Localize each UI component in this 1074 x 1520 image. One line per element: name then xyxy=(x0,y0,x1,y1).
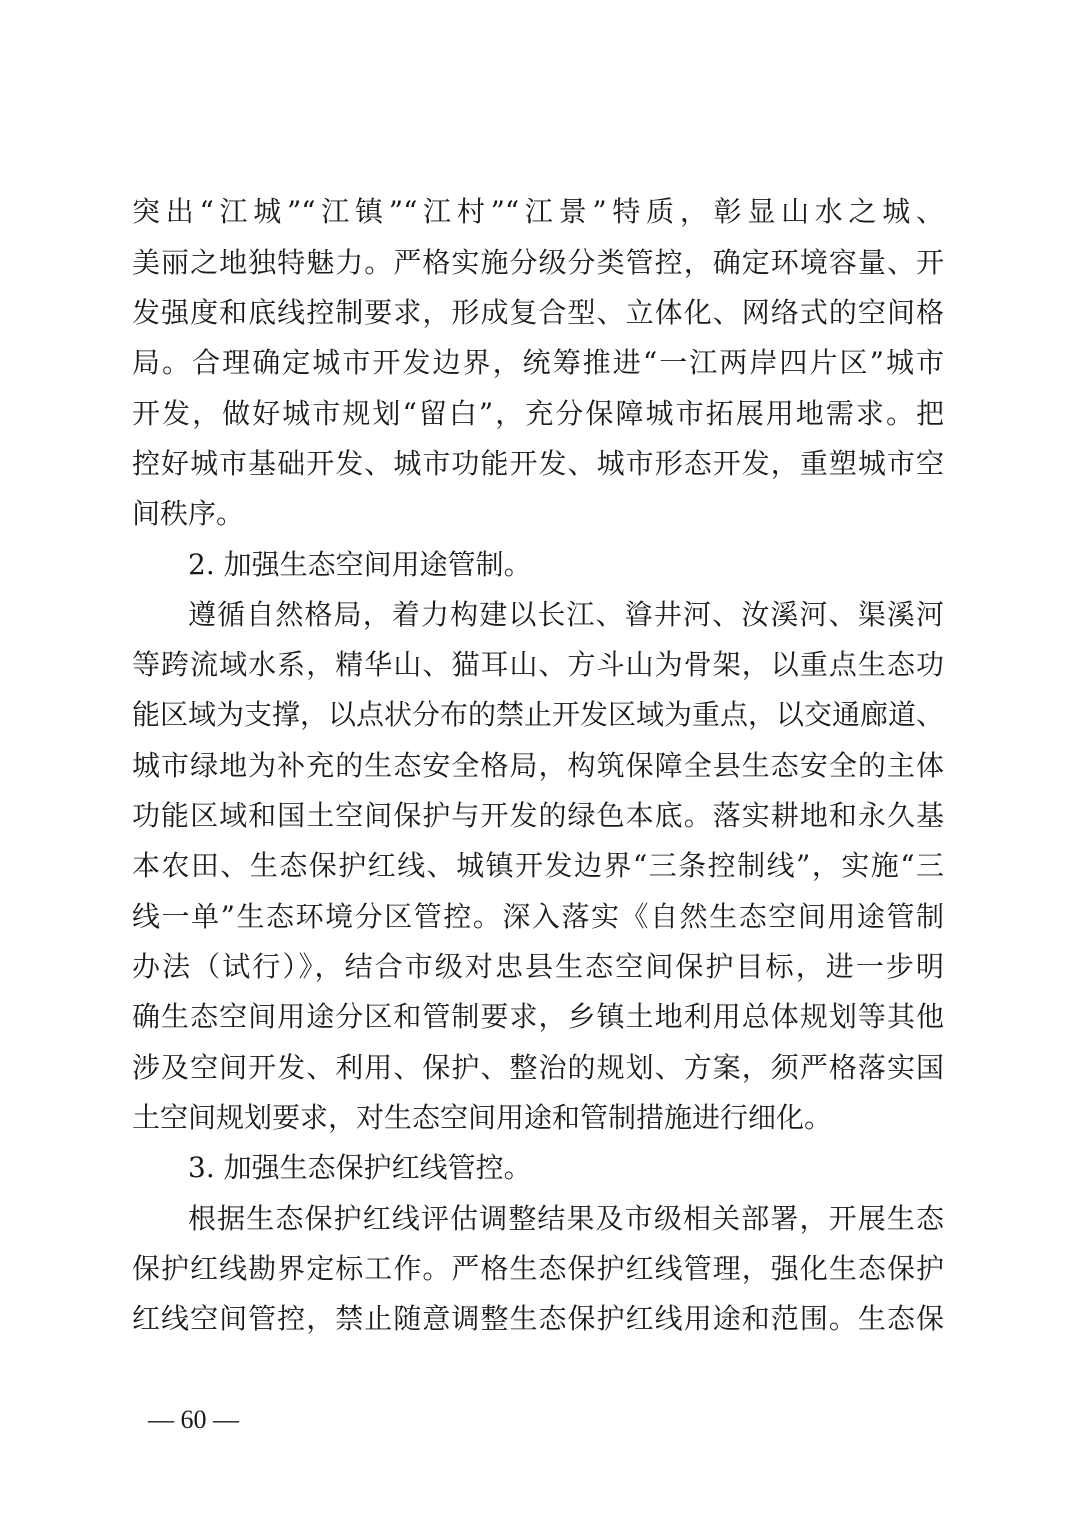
body-line: 间秩序。 xyxy=(132,497,245,530)
body-line: 涉及空间开发、利用、保护、整治的规划、方案，须严格落实国 xyxy=(132,1051,944,1084)
body-line: 美丽之地独特魅力。严格实施分级分类管控，确定环境容量、开 xyxy=(132,246,944,279)
body-line: 控好城市基础开发、城市功能开发、城市形态开发，重塑城市空 xyxy=(132,447,944,480)
body-line: 等跨流域水系，精华山、猫耳山、方斗山为骨架，以重点生态功 xyxy=(132,648,944,681)
body-line: 发强度和底线控制要求，形成复合型、立体化、网络式的空间格 xyxy=(132,296,944,329)
body-line: 土空间规划要求，对生态空间用途和管制措施进行细化。 xyxy=(132,1101,833,1134)
body-line: 城市绿地为补充的生态安全格局，构筑保障全县生态安全的主体 xyxy=(132,749,944,782)
body-line: 保护红线勘界定标工作。严格生态保护红线管理，强化生态保护 xyxy=(132,1252,944,1285)
section-heading-2: 2. 加强生态空间用途管制。 xyxy=(188,548,532,581)
section-heading-3: 3. 加强生态保护红线管控。 xyxy=(188,1151,532,1184)
body-line: 开发，做好城市规划“留白”，充分保障城市拓展用地需求。把 xyxy=(132,397,944,430)
page-number: — 60 — xyxy=(148,1405,239,1434)
body-line: 能区域为支撑，以点状分布的禁止开发区域为重点，以交通廊道、 xyxy=(132,698,945,731)
body-line: 红线空间管控，禁止随意调整生态保护红线用途和范围。生态保 xyxy=(132,1302,944,1335)
body-line: 线一单”生态环境分区管控。深入落实《自然生态空间用途管制 xyxy=(132,900,944,933)
body-line: 办法（试行）》，结合市级对忠县生态空间保护目标，进一步明 xyxy=(132,950,944,983)
body-line: 本农田、生态保护红线、城镇开发边界“三条控制线”，实施“三 xyxy=(132,849,944,882)
body-line: 确生态空间用途分区和管制要求，乡镇土地利用总体规划等其他 xyxy=(132,1000,944,1033)
body-line: 功能区域和国土空间保护与开发的绿色本底。落实耕地和永久基 xyxy=(132,799,944,832)
body-line: 局。合理确定城市开发边界，统筹推进“一江两岸四片区”城市 xyxy=(132,346,944,379)
body-line: 遵循自然格局，着力构建以长江、㽏井河、汝溪河、渠溪河 xyxy=(188,598,944,631)
body-line: 根据生态保护红线评估调整结果及市级相关部署，开展生态 xyxy=(188,1202,944,1235)
body-line: 突出“江城”“江镇”“江村”“江景”特质，彰显山水之城、 xyxy=(132,195,944,228)
